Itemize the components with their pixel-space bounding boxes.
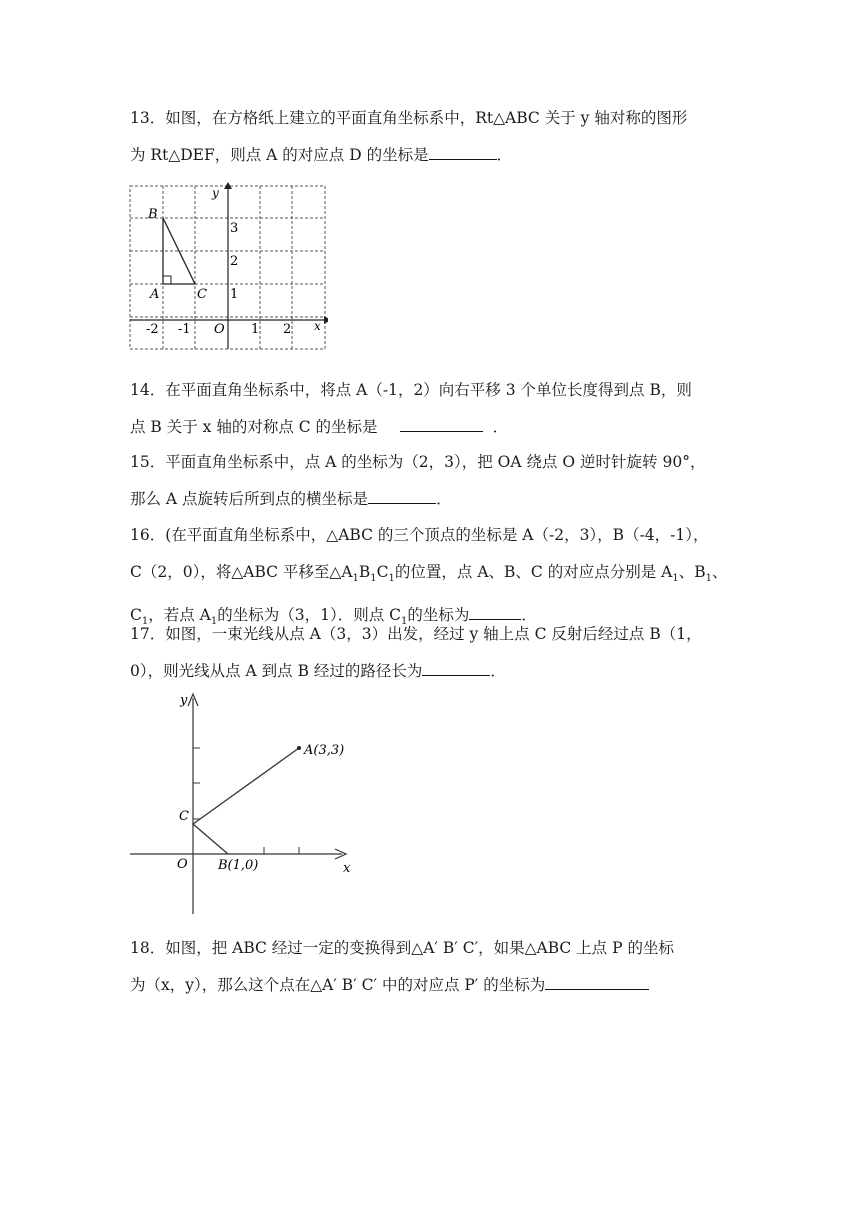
subscript: 1: [705, 573, 712, 585]
subscript: 1: [388, 573, 395, 585]
q16-text: 的坐标为（3，1）．则点 C: [217, 606, 402, 625]
label-origin: O: [177, 857, 188, 872]
q16-text: C: [376, 563, 389, 581]
question-14: [130, 372, 730, 446]
q17-line2: 0），则光线从点 A 到点 B 经过的路径长为: [130, 662, 423, 680]
label-b: B(1,0): [218, 858, 259, 873]
x-tick-label: -2: [146, 322, 159, 337]
subscript: 1: [672, 573, 679, 585]
q18-line2: 为（x，y），那么这个点在△A′ B′ C′ 中的对应点 P′ 的坐标为: [130, 976, 546, 994]
subscript: 1: [141, 616, 149, 628]
y-tick-label: 3: [230, 221, 239, 236]
q14-answer-blank[interactable]: [400, 413, 483, 432]
q15-answer-blank[interactable]: [368, 485, 436, 504]
q15-end: ．: [436, 490, 452, 508]
q18-line1: 18．如图，把 ABC 经过一定的变换得到△A′ B′ C′，如果△ABC 上点 P 的坐标: [130, 939, 674, 957]
x-tick-label: -1: [178, 322, 191, 337]
q13-end: ．: [496, 146, 513, 164]
label-y: y: [180, 693, 188, 708]
figure-17-light-reflection: [128, 686, 354, 918]
y-tick-label: 1: [230, 287, 239, 302]
label-b: B: [148, 207, 158, 222]
question-13: [130, 100, 730, 174]
q14-line2: 点 B 关于 x 轴的对称点 C 的坐标是: [130, 418, 378, 436]
label-y: y: [212, 186, 219, 200]
figure-13-grid-triangle: [128, 180, 328, 354]
q13-line2: 为 Rt△DEF，则点 A 的对应点 D 的坐标是: [130, 146, 429, 164]
q16-text: 的位置，点 A、B、C 的对应点分别是 A: [394, 563, 673, 581]
q15-line1: 15．平面直角坐标系中，点 A 的坐标为（2，3），把 OA 绕点 O 逆时针旋转 90°，: [130, 453, 706, 471]
q16-text: C（2，0），将△ABC 平移至△A: [130, 563, 353, 581]
x-axis-arrow: [324, 316, 328, 324]
label-x: x: [343, 861, 351, 876]
q14-line1: 14．在平面直角坐标系中，将点 A（-1，2）向右平移 3 个单位长度得到点 B，则: [130, 381, 692, 399]
q16-line1: 16．(在平面直角坐标系中，△ABC 的三个顶点的坐标是 A（-2，3），B（-4，-1），: [130, 526, 709, 544]
q17-line1: 17．如图，一束光线从点 A（3，3）出发，经过 y 轴上点 C 反射后经过点 B（1，: [130, 625, 702, 643]
x-tick-label: 1: [251, 322, 260, 337]
q13-line1: 13．如图，在方格纸上建立的平面直角坐标系中，Rt△ABC 关于 y 轴对称的图形: [130, 109, 688, 127]
x-axis-ticks: [264, 847, 299, 854]
q13-answer-blank[interactable]: [429, 141, 497, 160]
label-c: C: [197, 287, 207, 302]
right-angle-mark: [163, 276, 171, 284]
subscript: 1: [210, 616, 218, 628]
question-18: [130, 930, 730, 1004]
light-path: [193, 748, 299, 854]
label-x: x: [314, 319, 321, 333]
y-axis-ticks: [193, 748, 200, 819]
q17-end: ．: [490, 662, 506, 680]
q16-text: 、B: [678, 563, 706, 581]
label-a: A: [150, 287, 160, 302]
q16-end: ．: [521, 606, 537, 625]
q16-text: ，若点 A: [148, 606, 211, 625]
q16-text: 的坐标为: [407, 606, 470, 625]
q18-answer-blank[interactable]: [545, 971, 649, 990]
question-17: [130, 616, 730, 690]
question-15: [130, 444, 730, 518]
label-origin: O: [214, 322, 225, 337]
subscript: 1: [370, 573, 377, 585]
label-c: C: [179, 809, 189, 824]
q16-text: 、: [711, 563, 728, 581]
q17-answer-blank[interactable]: [422, 657, 490, 676]
q16-text: B: [358, 563, 371, 581]
q15-line2: 那么 A 点旋转后所到点的横坐标是: [130, 490, 369, 508]
x-tick-label: 2: [283, 322, 292, 337]
subscript: 1: [352, 573, 359, 585]
point-a: [297, 746, 301, 750]
label-a: A(3,3): [304, 743, 345, 758]
q14-end: ．: [492, 418, 509, 436]
q16-text: C: [130, 606, 142, 625]
subscript: 1: [401, 616, 408, 628]
y-tick-label: 2: [230, 254, 239, 269]
